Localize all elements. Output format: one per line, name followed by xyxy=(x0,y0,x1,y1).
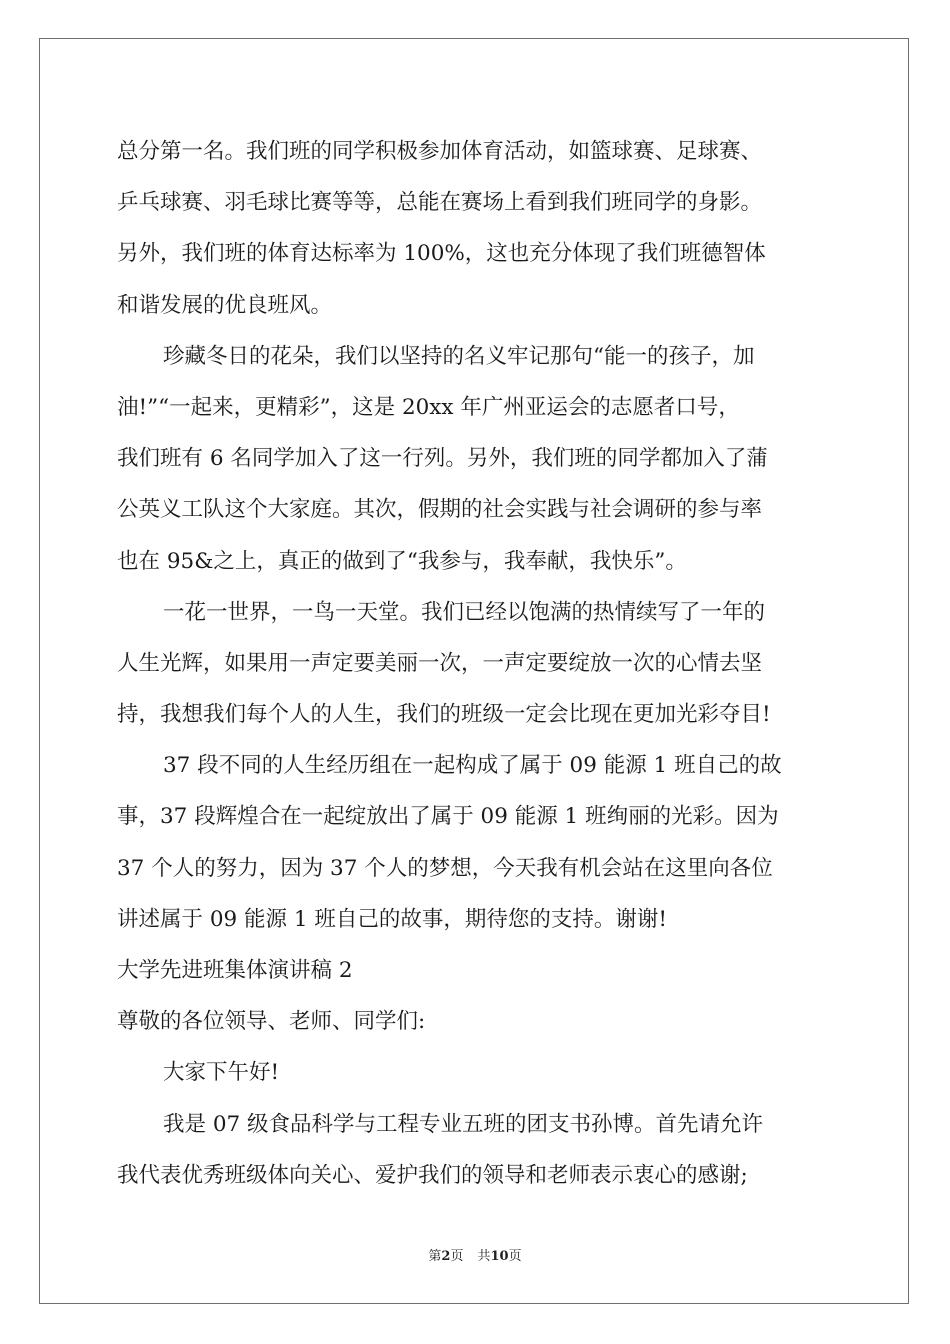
text-line: 和谐发展的优良班风。 xyxy=(117,292,333,318)
text-line: 我是 07 级食品科学与工程专业五班的团支书孙博。首先请允许 xyxy=(163,1111,764,1137)
text-line: 也在 95&之上，真正的做到了“我参与，我奉献，我快乐”。 xyxy=(117,548,687,574)
document-body xyxy=(117,126,835,1201)
total-pages-suffix: 页 xyxy=(508,1249,522,1264)
text-line: 公英义工队这个大家庭。其次，假期的社会实践与社会调研的参与率 xyxy=(117,497,763,523)
text-line: 我代表优秀班级体向关心、爱护我们的领导和老师表示衷心的感谢; xyxy=(117,1162,748,1188)
text-line: 另外，我们班的体育达标率为 100%，这也充分体现了我们班德智体 xyxy=(117,241,766,267)
text-line: 37 段不同的人生经历组在一起构成了属于 09 能源 1 班自己的故 xyxy=(163,753,782,779)
total-pages-number: 10 xyxy=(490,1249,509,1264)
greeting: 大家下午好! xyxy=(163,1060,280,1086)
page-number-suffix: 页 xyxy=(450,1249,464,1264)
text-line: 珍藏冬日的花朵，我们以坚持的名义牢记那句“能一的孩子，加 xyxy=(163,343,755,369)
salutation: 尊敬的各位领导、老师、同学们: xyxy=(117,1009,426,1035)
text-line: 事，37 段辉煌合在一起绽放出了属于 09 能源 1 班绚丽的光彩。因为 xyxy=(117,804,779,830)
text-line: 油!”“一起来，更精彩”，这是 20xx 年广州亚运会的志愿者口号， xyxy=(117,394,740,420)
total-pages-prefix: 共 xyxy=(477,1249,491,1264)
current-page-number: 2 xyxy=(441,1249,451,1264)
text-line: 一花一世界，一鸟一天堂。我们已经以饱满的热情续写了一年的 xyxy=(163,599,766,625)
text-line: 讲述属于 09 能源 1 班自己的故事，期待您的支持。谢谢! xyxy=(117,906,668,932)
text-line: 乒乓球赛、羽毛球比赛等等，总能在赛场上看到我们班同学的身影。 xyxy=(117,190,763,216)
text-line: 我们班有 6 名同学加入了这一行列。另外，我们班的同学都加入了蒲 xyxy=(117,446,768,472)
page-number-prefix: 第 xyxy=(428,1249,442,1264)
text-line: 总分第一名。我们班的同学积极参加体育活动，如篮球赛、足球赛、 xyxy=(117,139,763,164)
text-line: 37 个人的努力，因为 37 个人的梦想，今天我有机会站在这里向各位 xyxy=(117,855,773,881)
section-heading: 大学先进班集体演讲稿 2 xyxy=(117,958,353,983)
page-footer xyxy=(0,1245,950,1264)
text-line: 人生光辉，如果用一声定要美丽一次，一声定要绽放一次的心情去坚 xyxy=(117,650,763,676)
text-line: 持，我想我们每个人的人生，我们的班级一定会比现在更加光彩夺目! xyxy=(117,702,771,728)
